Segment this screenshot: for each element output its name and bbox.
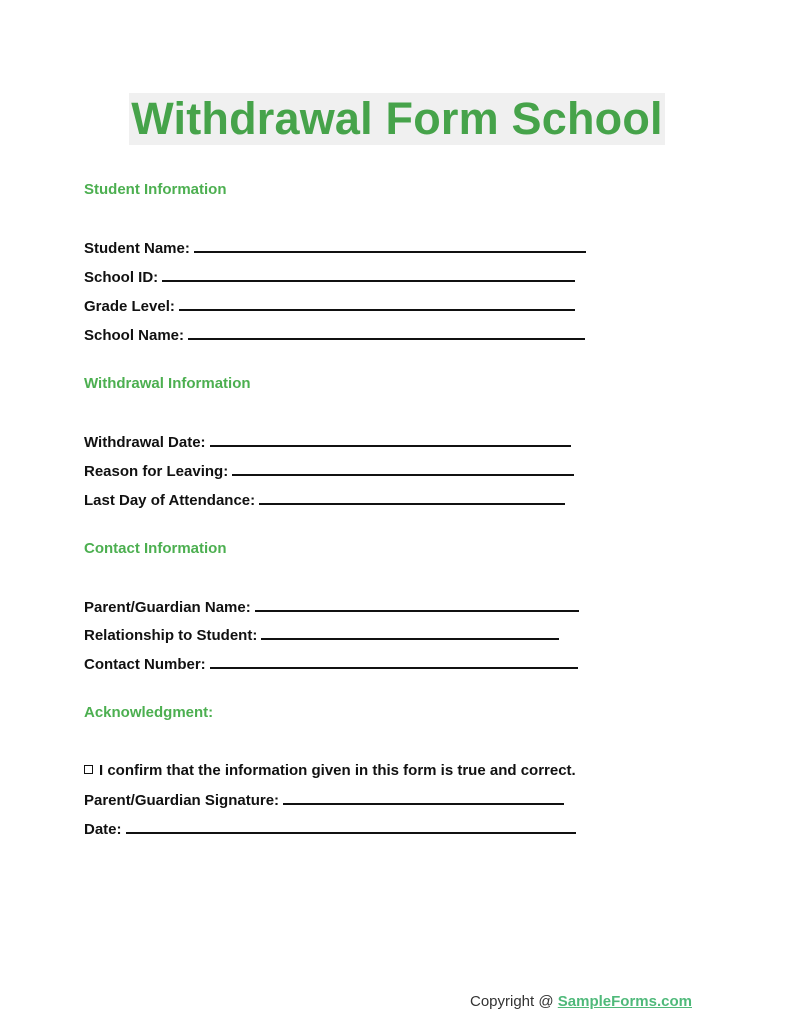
field-relationship (84, 626, 559, 645)
field-label: Date: (84, 821, 122, 838)
withdrawal-date-blank[interactable] (210, 433, 571, 447)
reason-blank[interactable] (232, 462, 574, 476)
field-label: Withdrawal Date: (84, 434, 206, 451)
field-label: Grade Level: (84, 298, 175, 315)
student-name-blank[interactable] (194, 239, 586, 253)
field-student-name (84, 239, 586, 258)
confirm-line (84, 762, 576, 780)
confirm-text: I confirm that the information given in this form is true and correct. (99, 762, 576, 779)
field-label: Parent/Guardian Signature: (84, 792, 280, 809)
field-label: Student Name: (84, 240, 190, 257)
field-label: Parent/Guardian Name: (84, 599, 251, 616)
grade-level-blank[interactable] (179, 297, 575, 311)
brand-link[interactable]: SampleForms.com (557, 993, 692, 1010)
field-label: Contact Number: (84, 656, 206, 673)
field-label: School ID: (84, 269, 159, 286)
field-label: Reason for Leaving: (84, 463, 229, 480)
school-id-blank[interactable] (162, 268, 575, 282)
field-signature (84, 791, 564, 810)
copyright-prefix: Copyright @ (470, 993, 558, 1010)
confirm-checkbox[interactable] (84, 765, 93, 774)
school-name-blank[interactable] (188, 326, 585, 340)
field-last-day (84, 491, 565, 510)
field-label: Relationship to Student: (84, 627, 258, 644)
guardian-name-blank[interactable] (255, 598, 579, 612)
section-heading-withdrawal: Withdrawal Information (84, 375, 251, 392)
page-title: Withdrawal Form School (131, 93, 663, 144)
field-label: Last Day of Attendance: (84, 492, 256, 509)
field-date (84, 820, 576, 839)
section-heading-contact: Contact Information (84, 540, 227, 557)
date-blank[interactable] (126, 820, 576, 834)
field-school-name (84, 326, 585, 345)
title-wrapper (0, 93, 794, 145)
contact-number-blank[interactable] (210, 655, 578, 669)
field-grade-level (84, 297, 575, 316)
field-guardian-name (84, 598, 579, 617)
field-reason-for-leaving (84, 462, 574, 481)
field-contact-number (84, 655, 578, 674)
copyright-footer (470, 993, 692, 1011)
section-heading-acknowledgment: Acknowledgment: (84, 704, 214, 721)
signature-blank[interactable] (283, 791, 564, 805)
relationship-blank[interactable] (261, 626, 559, 640)
field-school-id (84, 268, 575, 287)
section-heading-student: Student Information (84, 181, 227, 198)
field-withdrawal-date (84, 433, 571, 452)
last-day-blank[interactable] (259, 491, 565, 505)
field-label: School Name: (84, 327, 185, 344)
